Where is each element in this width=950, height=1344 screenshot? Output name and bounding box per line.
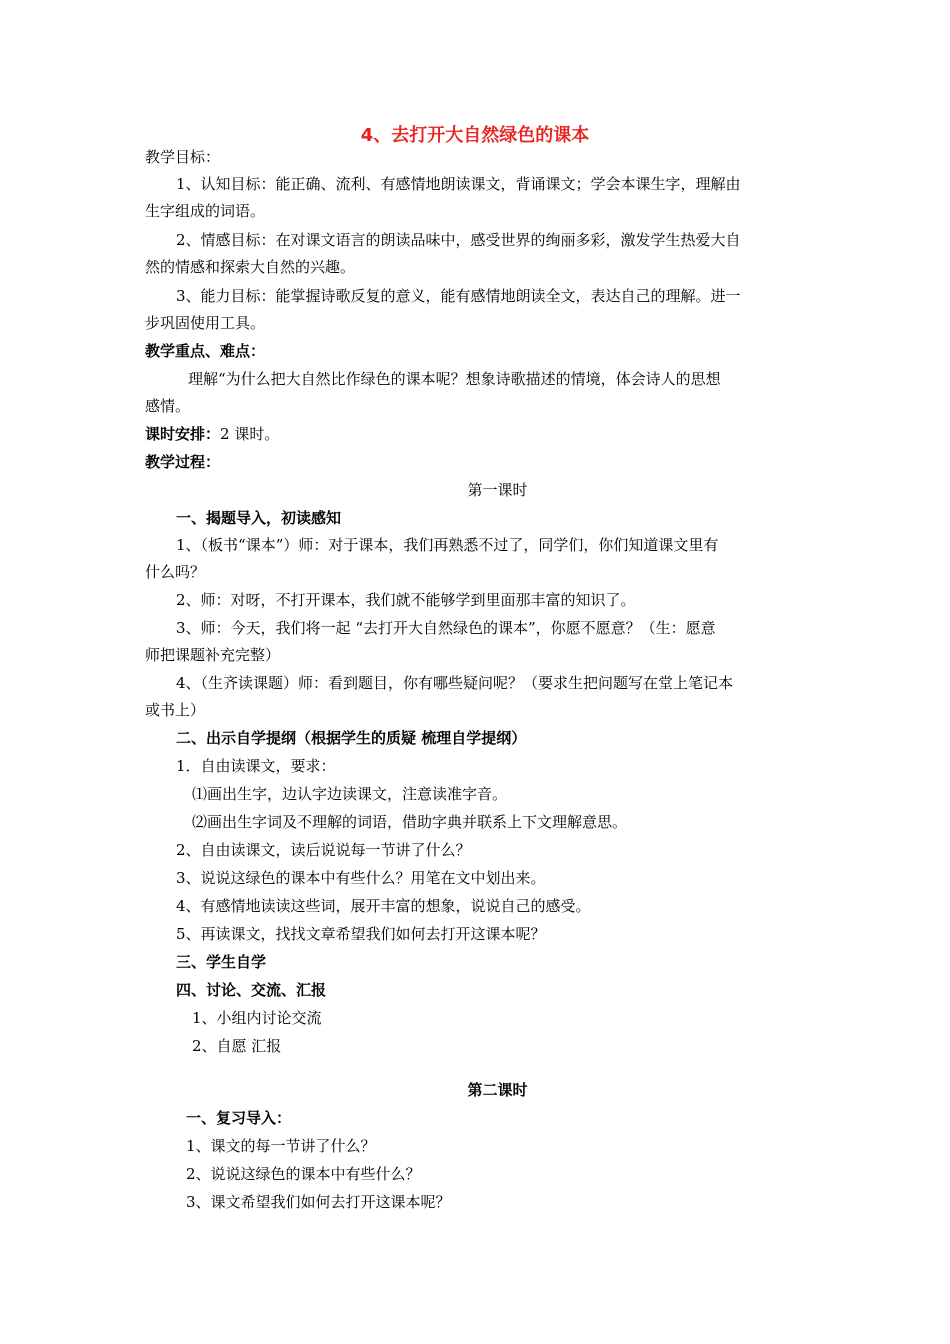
lesson-1-s1-item-1-line-2: 什么吗？: [145, 563, 206, 581]
lesson-1-s2-item-1a: ⑴画出生字，边认字边读课文，注意读准字音。: [192, 785, 508, 803]
objective-1-line-2: 生字组成的词语。: [145, 202, 266, 220]
lesson-1-s4-item-1: 1、小组内讨论交流: [192, 1009, 322, 1027]
objective-3-line-2: 步巩固使用工具。: [145, 314, 266, 332]
lesson-1-s1-item-3-line-2: 师把课题补充完整）: [145, 646, 281, 664]
lesson-1-s2-item-2: 2、自由读课文，读后说说每一节讲了什么？: [176, 841, 471, 859]
key-points-heading: 教学重点、难点：: [145, 342, 266, 360]
objective-2-line-2: 然的情感和探索大自然的兴趣。: [145, 258, 356, 276]
schedule-line: [145, 424, 279, 444]
key-points-line-2: 感情。: [145, 397, 191, 415]
lesson-1-title: 第一课时: [467, 481, 528, 499]
lesson-1-s2-item-1b: ⑵画出生字词及不理解的词语，借助字典并联系上下文理解意思。: [192, 813, 628, 831]
lesson-2-section-1-heading: 一、复习导入：: [186, 1109, 292, 1127]
lesson-1-section-3-heading: 三、学生自学: [176, 953, 267, 971]
lesson-1-s2-item-5: 5、再读课文，找找文章希望我们如何去打开这课本呢？: [176, 925, 546, 943]
key-points-line-1: 理解“为什么把大自然比作绿色的课本呢？想象诗歌描述的情境，体会诗人的思想: [188, 370, 721, 388]
objective-1-line-1: 1、认知目标：能正确、流利、有感情地朗读课文，背诵课文；学会本课生字，理解由: [176, 175, 741, 193]
lesson-1-section-2-heading: 二、出示自学提纲（根据学生的质疑 梳理自学提纲）: [176, 729, 527, 747]
lesson-1-section-4-heading: 四、讨论、交流、汇报: [176, 981, 327, 999]
lesson-1-s2-item-4: 4、有感情地读读这些词，展开丰富的想象，说说自己的感受。: [176, 897, 591, 915]
objective-2-line-1: 2、情感目标：在对课文语言的朗读品味中，感受世界的绚丽多彩，激发学生热爱大自: [176, 231, 741, 249]
lesson-1-s2-item-3: 3、说说这绿色的课本中有些什么？用笔在文中划出来。: [176, 869, 546, 887]
lesson-1-s1-item-4-line-2: 或书上）: [145, 701, 206, 719]
lesson-1-section-1-heading: 一、揭题导入，初读感知: [176, 509, 342, 527]
schedule-value: 2 课时。: [220, 425, 280, 443]
objective-3-line-1: 3、能力目标：能掌握诗歌反复的意义，能有感情地朗读全文，表达自己的理解。进一: [176, 287, 741, 305]
lesson-1-s1-item-1-line-1: 1、（板书“课本”）师：对于课本，我们再熟悉不过了，同学们，你们知道课文里有: [176, 536, 719, 554]
lesson-2-title: 第二课时: [467, 1081, 528, 1099]
lesson-2-s1-item-2: 2、说说这绿色的课本中有些什么？: [186, 1165, 421, 1183]
process-heading: 教学过程：: [145, 453, 221, 471]
lesson-1-s1-item-3-line-1: 3、师：今天，我们将一起 “去打开大自然绿色的课本”，你愿不愿意？（生：愿意: [176, 619, 716, 637]
schedule-label: 课时安排：: [145, 425, 221, 443]
lesson-2-s1-item-1: 1、课文的每一节讲了什么？: [186, 1137, 376, 1155]
document-title: 4、去打开大自然绿色的课本: [360, 125, 590, 146]
lesson-2-s1-item-3: 3、课文希望我们如何去打开这课本呢？: [186, 1193, 451, 1211]
objectives-heading: 教学目标：: [145, 148, 221, 166]
lesson-1-s4-item-2: 2、自愿 汇报: [192, 1037, 282, 1055]
lesson-1-s1-item-4-line-1: 4、（生齐读课题）师：看到题目，你有哪些疑问呢？（要求生把问题写在堂上笔记本: [176, 674, 734, 692]
lesson-1-s2-item-1: 1．自由读课文，要求：: [176, 757, 336, 775]
lesson-1-s1-item-2: 2、师：对呀，不打开课本，我们就不能够学到里面那丰富的知识了。: [176, 591, 636, 609]
